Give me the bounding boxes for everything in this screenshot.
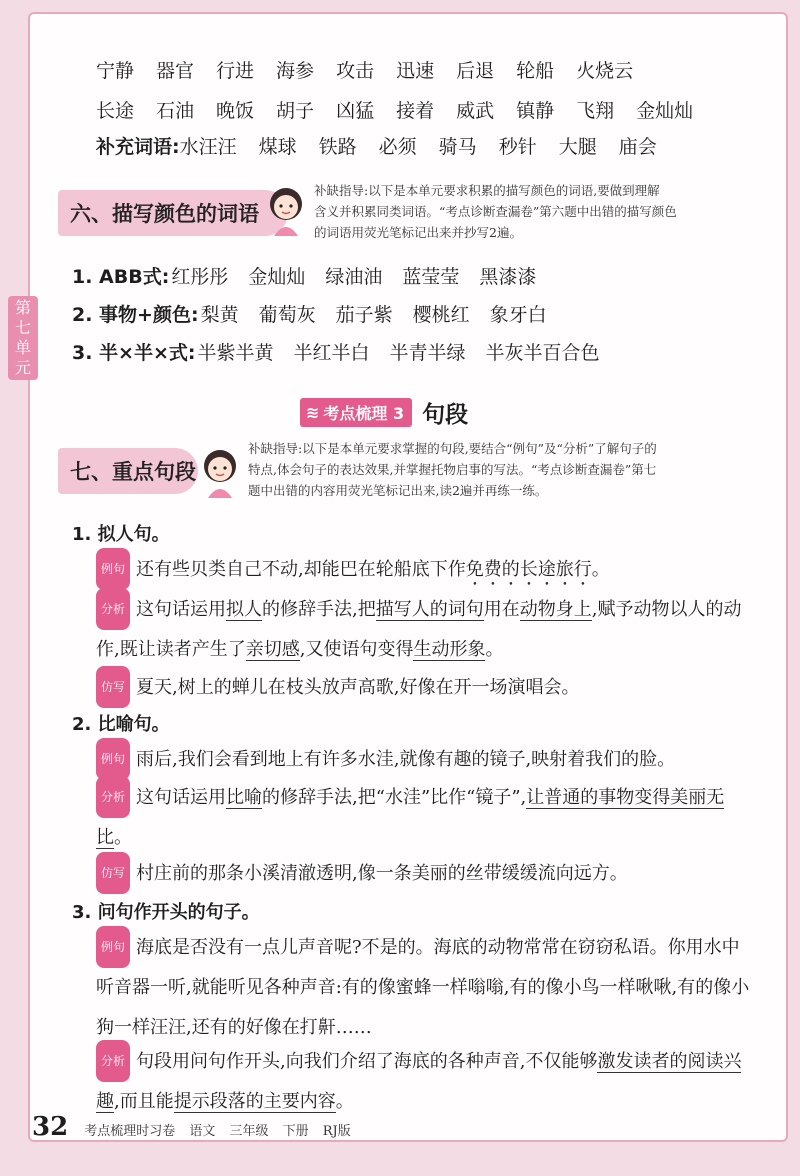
kaodian-badge — [300, 398, 412, 427]
section7-header — [58, 448, 198, 494]
section6-guide — [314, 180, 774, 243]
side-tab-char: 元 — [14, 358, 31, 377]
guide-line: 特点,体会句子的表达效果,并掌握托物启事的写法。“考点诊断查漏卷”第七 — [248, 462, 657, 477]
wave-icon: ≋ — [306, 403, 320, 422]
supplement-row — [96, 132, 679, 159]
guide-line: 题中出错的内容用荧光笔标记出来,读2遍并再练一练。 — [248, 483, 548, 498]
vocab-word: 金灿灿 — [636, 100, 694, 122]
s2-imitate — [96, 852, 756, 894]
s1-example — [96, 548, 756, 590]
analysis-text: 用在 — [483, 599, 520, 620]
supplement-word: 水汪汪 — [179, 136, 237, 158]
kaodian-header — [300, 396, 468, 429]
vocab-word: 飞翔 — [576, 100, 615, 122]
page-number: 32 — [32, 1112, 69, 1142]
color-word: 象牙白 — [489, 304, 547, 326]
side-tab-char: 七 — [14, 318, 31, 337]
color-word: 半红半白 — [293, 342, 370, 364]
kaodian-title: 句段 — [422, 402, 469, 428]
color-words-2 — [72, 300, 567, 327]
s1-example-end: 。 — [591, 559, 610, 580]
color-word: 绿油油 — [325, 266, 383, 288]
s3-example — [96, 926, 756, 1048]
example-tag: 例句 — [96, 926, 130, 968]
unit-side-tab — [8, 296, 38, 380]
s3-analysis — [96, 1040, 756, 1122]
example-tag: 例句 — [96, 548, 130, 590]
supplement-word: 骑马 — [438, 136, 477, 158]
color-words-label: 1. ABB式: — [72, 266, 170, 288]
s3-example-text: 海底是否没有一点儿声音呢?不是的。海底的动物常常在窃窃私语。你用水中听音器一听,就能听见各种声音:有的像蜜蜂一样嗡嗡,有的像小鸟一样啾啾,有的像小狗一样汪汪,还有的好像在打鼾…… — [96, 937, 750, 1038]
analysis-text: 。 — [335, 1091, 354, 1112]
underlined-phrase: 激发读者的阅读兴趣 — [96, 1051, 742, 1112]
color-word: 半青半绿 — [389, 342, 466, 364]
side-tab-char: 单 — [14, 338, 31, 357]
vocab-word: 长途 — [96, 100, 135, 122]
imitate-tag: 仿写 — [96, 852, 130, 894]
analysis-text: 。 — [114, 827, 132, 848]
underlined-phrase: 比喻 — [226, 787, 263, 808]
section7-title: 七、重点句段 — [70, 460, 196, 484]
color-word: 红彤彤 — [171, 266, 229, 288]
underlined-phrase: 让普通的事物变得美丽无比 — [96, 787, 725, 848]
analysis-tag: 分析 — [96, 776, 130, 818]
section6-header — [58, 190, 288, 236]
color-word: 梨黄 — [200, 304, 239, 326]
vocab-word: 威武 — [456, 100, 495, 122]
analysis-text: 这句话运用 — [136, 787, 227, 808]
supplement-label: 补充词语: — [96, 136, 180, 158]
vocab-word: 火烧云 — [576, 60, 634, 82]
section7-guide — [248, 438, 768, 501]
underlined-phrase: 拟人 — [226, 599, 263, 620]
vocab-word: 后退 — [456, 60, 495, 82]
s2-analysis — [96, 776, 756, 858]
vocab-word: 海参 — [276, 60, 315, 82]
s1-example-dotted: 免费的长途旅行 — [465, 559, 592, 580]
color-word: 葡萄灰 — [258, 304, 316, 326]
supplement-word: 大腿 — [558, 136, 597, 158]
vocab-word: 镇静 — [516, 100, 555, 122]
vocab-word: 行进 — [216, 60, 255, 82]
underlined-phrase: 动物身上 — [519, 599, 592, 620]
guide-line: 含义并积累同类词语。“考点诊断查漏卷”第六题中出错的描写颜色 — [314, 204, 677, 219]
color-word: 黑漆漆 — [479, 266, 537, 288]
analysis-text: 。 — [485, 639, 504, 660]
color-words-label: 2. 事物+颜色: — [72, 304, 199, 326]
footer-info: 考点梳理时习卷 语文 三年级 下册 RJ版 — [84, 1124, 351, 1139]
color-words-label: 3. 半×半×式: — [72, 342, 196, 364]
girl-avatar-icon — [196, 444, 244, 500]
supplement-word: 煤球 — [258, 136, 297, 158]
color-words-1 — [72, 262, 556, 289]
s1-title: 1. 拟人句。 — [72, 524, 170, 545]
analysis-tag: 分析 — [96, 1040, 130, 1082]
analysis-tag: 分析 — [96, 588, 130, 630]
analysis-text: ,又使语句变得 — [299, 639, 414, 660]
color-word: 樱桃红 — [412, 304, 470, 326]
guide-line: 补缺指导:以下是本单元要求掌握的句段,要结合“例句”及“分析”了解句子的 — [248, 441, 657, 456]
color-word: 蓝莹莹 — [402, 266, 460, 288]
vocab-word: 器官 — [156, 60, 195, 82]
vocab-word: 胡子 — [276, 100, 315, 122]
s2-example-text: 雨后,我们会看到地上有许多水洼,就像有趣的镜子,映射着我们的脸。 — [136, 749, 676, 770]
color-words-3 — [72, 338, 620, 365]
underlined-phrase: 描写人的词句 — [375, 599, 484, 620]
analysis-text: 这句话运用 — [136, 599, 227, 620]
analysis-text: 的修辞手法,把 — [262, 599, 376, 620]
guide-line: 的词语用荧光笔标记出来并抄写2遍。 — [314, 225, 522, 240]
kaodian-badge-label: 考点梳理 3 — [323, 404, 405, 423]
supplement-word: 庙会 — [618, 136, 657, 158]
color-word: 半灰半百合色 — [485, 342, 600, 364]
underlined-phrase: 亲切感 — [245, 639, 300, 660]
color-word: 半紫半黄 — [197, 342, 274, 364]
analysis-text: 的修辞手法,把“水洼”比作“镜子”, — [262, 787, 527, 808]
s2-title: 2. 比喻句。 — [72, 714, 170, 735]
underlined-phrase: 生动形象 — [413, 639, 486, 660]
vocab-word: 石油 — [156, 100, 195, 122]
s1-imitate-text: 夏天,树上的蝉儿在枝头放声高歌,好像在开一场演唱会。 — [136, 677, 580, 698]
imitate-tag: 仿写 — [96, 666, 130, 708]
vocab-word: 轮船 — [516, 60, 555, 82]
vocab-row-2 — [96, 96, 715, 123]
example-tag: 例句 — [96, 738, 130, 780]
vocab-word: 晚饭 — [216, 100, 255, 122]
color-word: 茄子紫 — [335, 304, 393, 326]
s2-example — [96, 738, 756, 780]
supplement-word: 秒针 — [498, 136, 537, 158]
analysis-text: ,赋予动物以人的动作,既让读者产生了 — [96, 599, 742, 660]
vocab-word: 凶猛 — [336, 100, 375, 122]
guide-line: 补缺指导:以下是本单元要求积累的描写颜色的词语,要做到理解 — [314, 183, 660, 198]
page-footer — [32, 1112, 351, 1142]
section6-title: 六、描写颜色的词语 — [70, 202, 259, 226]
vocab-word: 迅速 — [396, 60, 435, 82]
supplement-word: 铁路 — [318, 136, 357, 158]
analysis-text: 句段用问句作开头,向我们介绍了海底的各种声音,不仅能够 — [136, 1051, 598, 1072]
underlined-phrase: 提示段落的主要内容 — [173, 1091, 336, 1112]
s3-title: 3. 问句作开头的句子。 — [72, 902, 260, 923]
vocab-word: 接着 — [396, 100, 435, 122]
girl-avatar-icon — [262, 182, 310, 238]
vocab-word: 宁静 — [96, 60, 135, 82]
s2-imitate-text: 村庄前的那条小溪清澈透明,像一条美丽的丝带缓缓流向远方。 — [136, 863, 628, 884]
side-tab-char: 第 — [14, 298, 31, 317]
s1-imitate — [96, 666, 756, 708]
vocab-row-1 — [96, 56, 655, 83]
s1-analysis — [96, 588, 756, 670]
supplement-word: 必须 — [378, 136, 417, 158]
vocab-word: 攻击 — [336, 60, 375, 82]
s1-example-text: 还有些贝类自己不动,却能巴在轮船底下作 — [136, 559, 466, 580]
color-word: 金灿灿 — [248, 266, 306, 288]
analysis-text: ,而且能 — [114, 1091, 174, 1112]
